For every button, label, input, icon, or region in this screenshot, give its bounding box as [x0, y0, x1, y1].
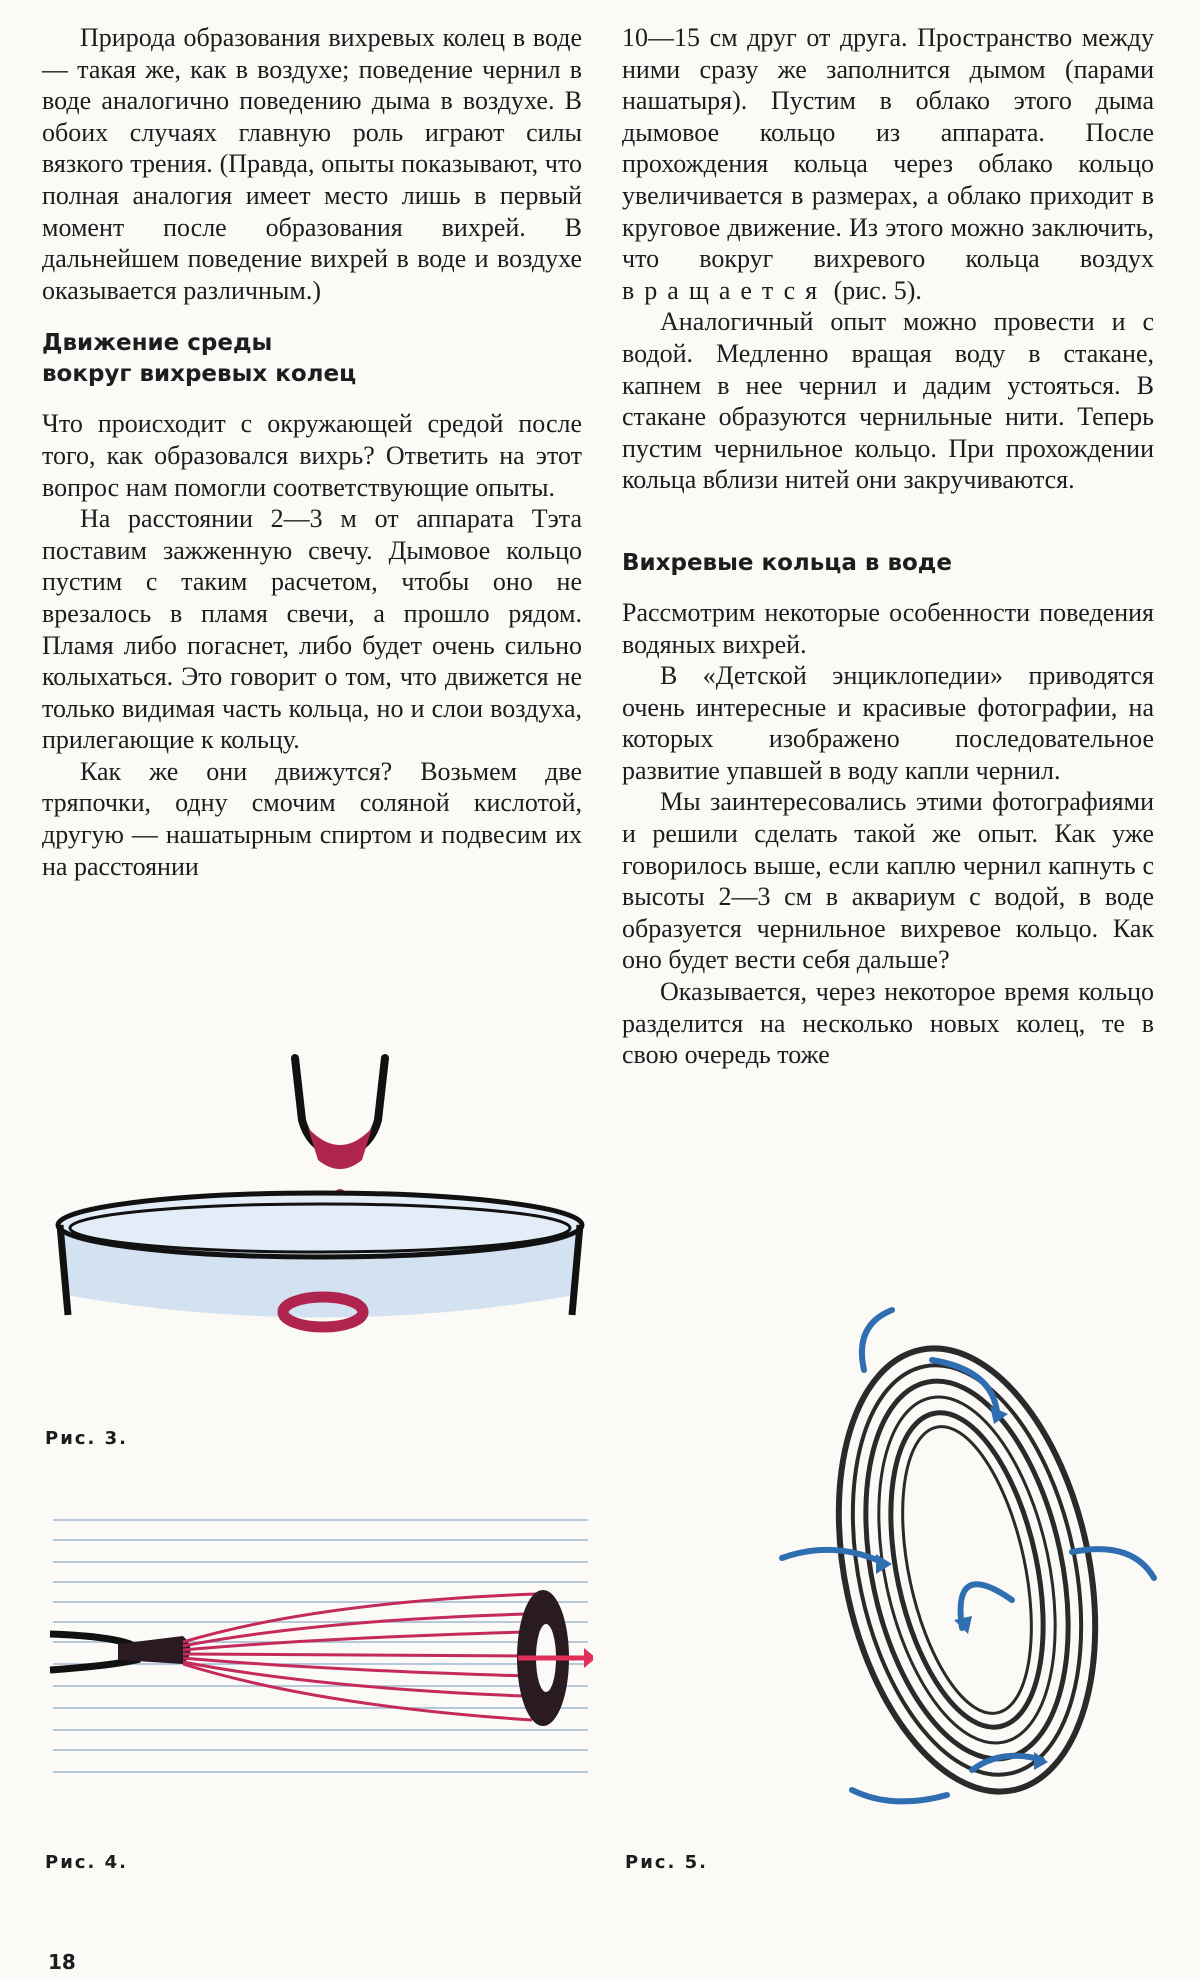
right-column: [622, 22, 1154, 1071]
paragraph: Как же они движутся? Возьмем две тряпочки, одну смочим соляной кислотой, другую — нашатырным спиртом и подвесим их на расстоянии: [42, 756, 582, 881]
intro-paragraph: Природа образования вихревых колец в воде — такая же, как в воздухе; поведение чернил в воде аналогично поведению дыма в воздухе. В обоих случаях главную роль играют силы вязкого трения. (Правда, опыты показывают, что полная аналогия имеет место лишь в первый момент после образования вихрей. В дальнейшем поведение вихрей в воде и воздухе оказывается различным.): [42, 23, 582, 305]
figure-reference: (рис. 5).: [833, 275, 922, 305]
paragraph: Аналогичный опыт можно провести и с водой. Медленно вращая воду в стакане, капнем в нее чернил и дадим устояться. В стакане образуются чернильные нити. Теперь пустим чернильное кольцо. При прохождении кольца вблизи нитей они закручиваются.: [622, 307, 1154, 495]
figure-5-caption: Рис. 5.: [625, 1852, 708, 1873]
paragraph: В «Детской энциклопедии» приводятся очень интересные и красивые фотографии, на которых изображено последовательное развитие упавшей в воду капли чернил.: [622, 661, 1154, 785]
paragraph: [622, 22, 1154, 306]
figure-3-caption: Рис. 3.: [45, 1428, 128, 1449]
figure-4-illustration: [48, 1510, 593, 1780]
paragraph: Рассмотрим некоторые особенности поведения водяных вихрей.: [622, 597, 1154, 659]
figure-5-illustration: [772, 1300, 1172, 1840]
figure-3-illustration: [40, 1050, 600, 1350]
paragraph-text: 10—15 см друг от друга. Пространство между ними сразу же заполнится дымом (парами нашатыря). Пустим в облако этого дыма дымовое кольцо из аппарата. После прохождения кольца через облако кольцо увеличивается в размерах, а облако приходит в круговое движение. Из этого можно заключить, что вокруг вихревого кольца воздух: [622, 23, 1154, 274]
figure-4-caption: Рис. 4.: [45, 1852, 128, 1873]
paragraph: На расстоянии 2—3 м от аппарата Тэта поставим зажженную свечу. Дымовое кольцо пустим с таким расчетом, чтобы оно не врезалось в пламя свечи, а прошло рядом. Пламя либо погаснет, либо будет очень сильно колыхаться. Это говорит о том, что движется не только видимая часть кольца, но и слои воздуха, прилегающие к кольцу.: [42, 504, 582, 755]
paragraph: Оказывается, через некоторое время кольцо разделится на несколько новых колец, те в свою очередь тоже: [622, 977, 1154, 1070]
section-heading-line1: Движение среды: [42, 330, 273, 357]
section-heading-line2: вокруг вихревых колец: [42, 361, 357, 388]
section-heading-water: Вихревые кольца в воде: [622, 549, 952, 576]
paragraph: Что происходит с окружающей средой после того, как образовался вихрь? Ответить на этот вопрос нам помогли соответствующие опыты.: [42, 409, 582, 502]
spaced-word: вращается: [622, 275, 828, 305]
paragraph: Мы заинтересовались этими фотографиями и решили сделать такой же опыт. Как уже говорилось выше, если каплю чернил капнуть с высоты 2—3 см в аквариум с водой, в воде образуется чернильное вихревое кольцо. Как оно будет вести себя дальше?: [622, 787, 1154, 975]
page-number: 18: [48, 1950, 76, 1974]
left-column: [42, 22, 582, 882]
